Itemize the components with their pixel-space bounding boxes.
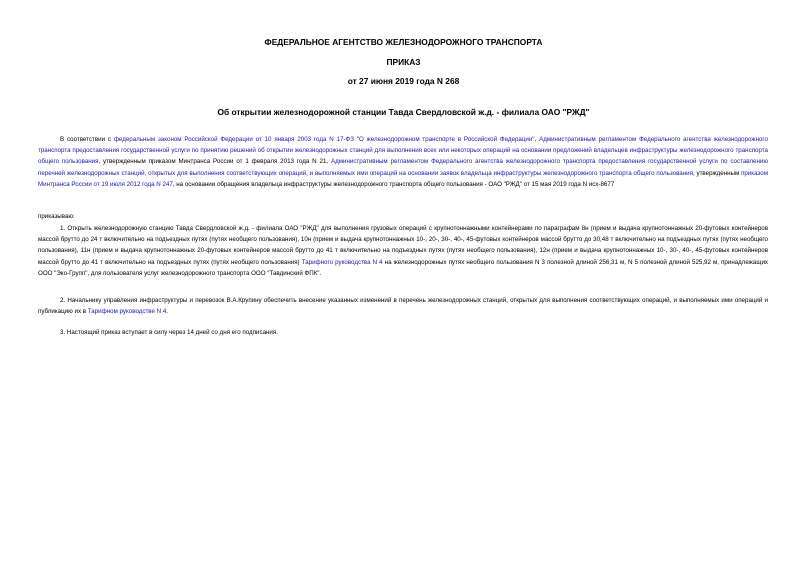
preamble-text: , на основании обращения владельца инфраструктуры железнодорожного транспорта общего пользования - ОАО "РЖД" от 15 мая 2019 года N исх-8677 [172,180,615,188]
preamble-text: , утвержденным приказом Минтранса России от 1 февраля 2013 года N 21, [98,158,331,166]
doc-title: Об открытии железнодорожной станции Тавда Свердловской ж.д. - филиала ОАО "РЖД" [217,107,590,117]
admin-regulation-link-2[interactable]: Административным регламентом Федерального агентства железнодорожного транспорта предоставления государственной услуги по составлению перечней железнодорожных станций, открытых для выполнения соответствующих операций, и выполняемых ими операций на основании заявок владельца инфраструктуры железнодорожного транспорта общего пользования [38,158,768,177]
item-text: 2. Начальнику управления инфраструктуры и перевозок В.А.Крупину обеспечить внесение указанных изменений в перечень железнодорожных станций, открытых для выполнения соответствующих операций, и выполняемых ими операций и публикацию их в [38,297,768,316]
item-text: 1. Открыть железнодорожную станцию Тавда Свердловской ж.д. - филиала ОАО "РЖД" для выполнения грузовых операций с крупнотоннажными контейнерами по параграфам 8н (прием и выдача крупнотоннажных 20-футовых контейнеров массой брутто до 24 т включительно на подъездных путях (путях необщего пользования), 10н (прием и выдача крупнотоннажных 10-, 20-, 30-, 40-, 45-футовых контейнеров массой брутто до 30,48 т включительно на подъездных путях (путях необщего пользования), 11н (прием и выдача крупнотоннажных 20-футовых контейнеров массой брутто до 41 т включительно на подъездных путях (путях необщего пользования), 12н (прием и выдача крупнотоннажных 10-, 30-, 40-, 45-футовых контейнеров массой брутто до 41 т включительно на подъездных путях (путях необщего пользования) [38,225,768,266]
preamble-text: В соответствии с [60,136,114,143]
mintrans-order-link[interactable]: приказом Минтранса России от 19 июля 2012 года N 247 [38,169,768,188]
order-item-1 [38,223,768,279]
preamble-text: , [534,136,540,143]
item-text: на железнодорожных путях необщего пользования N 3 полезной длиной 256,31 м, N 5 полезной длиной 525,92 м, принадлежащих ООО "Эко-Групп", для пользователя услуг железнодорожного транспорта ООО "Тавдинский ФПК". [38,258,768,277]
orders-label: приказываю: [38,213,75,220]
preamble-text: , утвержденным [692,169,742,177]
preamble-paragraph [38,134,768,190]
order-item-3 [38,327,768,338]
order-item-2 [38,295,768,317]
federal-law-link[interactable]: федеральным законом Российской Федерации от 10 января 2003 года N 17-ФЗ "О железнодорожном транспорте в Российской Федерации" [113,136,535,143]
admin-regulation-link-1[interactable]: Административным регламентом Федерального агентства железнодорожного транспорта предоставления государственной услуги по принятию решений об открытии железнодорожных станций для выполнения всех или некоторых операций на основании предложений владельцев инфраструктуры железнодорожного транспорта общего пользования [38,136,768,166]
doc-type-heading: ПРИКАЗ [386,57,421,67]
tariff-guide-link[interactable]: Тарифном руководстве N 4 [87,308,167,316]
item-text: 3. Настоящий приказ вступает в силу через 14 дней со дня его подписания. [60,329,278,336]
item-text: . [166,308,169,316]
agency-heading: ФЕДЕРАЛЬНОЕ АГЕНТСТВО ЖЕЛЕЗНОДОРОЖНОГО ТРАНСПОРТА [264,37,543,47]
tariff-guide-link[interactable]: Тарифного руководства N 4 [301,258,383,266]
date-number: от 27 июня 2019 года N 268 [347,76,460,86]
